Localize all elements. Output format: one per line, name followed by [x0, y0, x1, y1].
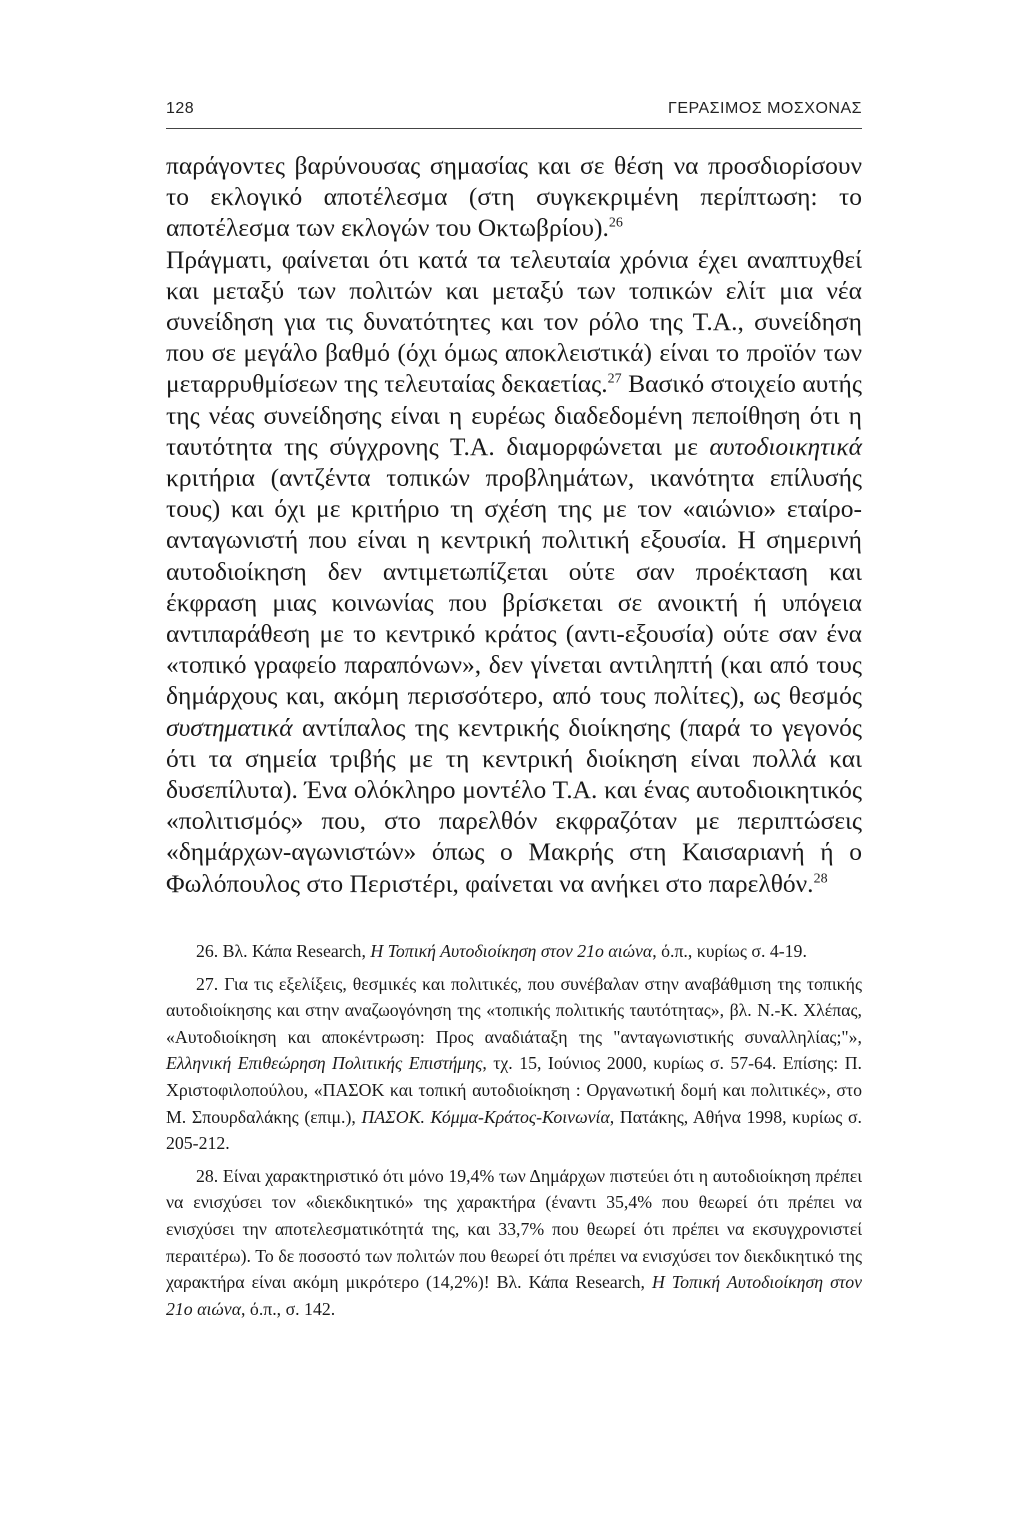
paragraph-2-text-a: Πράγματι, φαίνεται ότι κατά τα τελευταία χρόνια έχει αναπτυχθεί και μεταξύ των πολιτών και μεταξύ των τοπικών ελίτ μια νέα συνείδηση για τις δυνατότητες και τον ρόλο της Τ.Α., συνείδηση που σε μεγάλο βαθμό (όχι όμως αποκλειστικά) είναι το προϊόν των μεταρρυθμίσεων της τελευταίας δεκαετίας. [166, 244, 862, 399]
footnote-ref-26[interactable]: 26 [608, 215, 623, 231]
footnote-28-text-b: , ό.π., σ. 142. [241, 1298, 336, 1319]
footnote-27-text-a: Για τις εξελίξεις, θεσμικές και πολιτικές, που συνέβαλαν στην αναβάθμιση της τοπικής αυτοδιοίκησης και στην αναζωογόνηση της «τοπικής πολιτικής ταυτότητας», βλ. Ν.-Κ. Χλέπας, «Αυτοδιοίκηση και αποκέντρωση: Προς αναδιάταξη της "ανταγωνιστικής συναλληλίας;"», [166, 973, 862, 1047]
footnote-ref-28[interactable]: 28 [813, 871, 828, 887]
footnote-26-italic: Η Τοπική Αυτοδιοίκηση στον 21ο αιώνα [370, 941, 653, 961]
footnote-27-text-b: , τχ. 15, Ιούνιος 2000, κυρίως σ. 57-64. Επίσης: Π. Χριστοφιλοπούλου, «ΠΑΣΟΚ και τοπική αυτοδιοίκηση : Οργανωτική δομή και πολιτικές», στο Μ. Σπουρδαλάκης (επιμ.), [166, 1053, 862, 1127]
footnote-27-italic-b: ΠΑΣΟΚ. Κόμμα-Κράτος-Κοινωνία [361, 1106, 610, 1127]
footnote-26-text-a: Βλ. Κάπα Research, [218, 941, 371, 961]
paragraph-2-text-b: Βασικό στοιχείο αυτής της νέας συνείδησης είναι η ευρέως διαδεδομένη πεποίθηση ότι η ταυτότητα της σύγχρονης Τ.Α. διαμορφώνεται με [166, 369, 862, 461]
paragraph-2 [166, 244, 862, 899]
footnote-27-number: 27. [196, 973, 219, 994]
paragraph-2-italic-b: συστηματικά [166, 712, 293, 742]
footnote-28 [166, 1163, 862, 1323]
paragraph-2-text-c: κριτήρια (αντζέντα τοπικών προβλημάτων, ικανότητα επίλυσής τους) και όχι με κριτήριο τη σχέση της με τον «αιώνιο» εταίρο-ανταγωνιστή που είναι η κεντρική πολιτική εξουσία. Η σημερινή αυτοδιοίκηση δεν αντιμετωπίζεται ούτε σαν προέκταση και έκφραση μιας κοινωνίας που βρίσκεται σε ανοικτή ή υπόγεια αντιπαράθεση με το κεντρικό κράτος (αντι-εξουσία) ούτε σαν ένα «τοπικό γραφείο παραπόνων», δεν γίνεται αντιληπτή (και από τους δημάρχους και, ακόμη περισσότερο, από τους πολίτες), ως θεσμός [166, 463, 862, 711]
footnote-28-text-a: Είναι χαρακτηριστικό ότι μόνο 19,4% των Δημάρχων πιστεύει ότι η αυτοδιοίκηση πρέπει να ενισχύσει τον «διεκδικητικό» της χαρακτήρα (έναντι 35,4% που θεωρεί ότι πρέπει να ενισχύσει την αποτελεσματικότητά της, και 33,7% που θεωρεί ότι πρέπει να εκσυγχρονιστεί περαιτέρω). Το δε ποσοστό των πολιτών που θεωρεί ότι πρέπει να ενισχύσει τον διεκδικητικό της χαρακτήρα είναι ακόμη μικρότερο (14,2%)! Βλ. Κάπα Research, [166, 1165, 862, 1293]
paragraph-2-italic-a: αυτοδιοικητικά [709, 431, 862, 461]
header-rule [166, 128, 862, 129]
running-header [166, 100, 862, 122]
footnote-27-italic-a: Ελληνική Επιθεώρηση Πολιτικής Επιστήμης [166, 1053, 483, 1074]
page-number: 128 [166, 100, 195, 117]
footnote-28-italic: Η Τοπική Αυτοδιοίκηση στον 21ο αιώνα [166, 1272, 863, 1319]
paragraph-1 [166, 150, 862, 244]
footnote-28-number: 28. [196, 1165, 219, 1186]
paragraph-1-text: παράγοντες βαρύνουσας σημασίας και σε θέση να προσδιορίσουν το εκλογικό αποτέλεσμα (στη συγκεκριμένη περίπτωση: το αποτέλεσμα των εκλογών του Οκτωβρίου). [166, 151, 862, 243]
main-text [166, 150, 862, 899]
footnote-27-text-c: , Πατάκης, Αθήνα 1998, κυρίως σ. 205-212. [166, 1106, 862, 1154]
running-head-author: ΓΕΡΑΣΙΜΟΣ ΜΟΣΧΟΝΑΣ [668, 100, 862, 117]
footnote-27 [166, 971, 862, 1157]
footnote-26-number: 26. [196, 941, 219, 961]
footnote-ref-27[interactable]: 27 [607, 371, 622, 387]
footnotes [166, 938, 862, 1328]
footnote-26 [166, 938, 862, 965]
book-page [166, 100, 863, 1319]
footnote-26-text-b: , ό.π., κυρίως σ. 4-19. [652, 941, 807, 961]
paragraph-2-text-d: αντίπαλος της κεντρικής διοίκησης (παρά το γεγονός ότι τα σημεία τριβής με τη κεντρική διοίκηση είναι πολλά και δυσεπίλυτα). Ένα ολόκληρο μοντέλο Τ.Α. και ένας αυτοδιοικητικός «πολιτισμός» που, στο παρελθόν εκφραζόταν με περιπτώσεις «δημάρχων-αγωνιστών» όπως ο Μακρής στη Καισαριανή ή ο Φωλόπουλος στο Περιστέρι, φαίνεται να ανήκει στο παρελθόν. [166, 712, 862, 898]
